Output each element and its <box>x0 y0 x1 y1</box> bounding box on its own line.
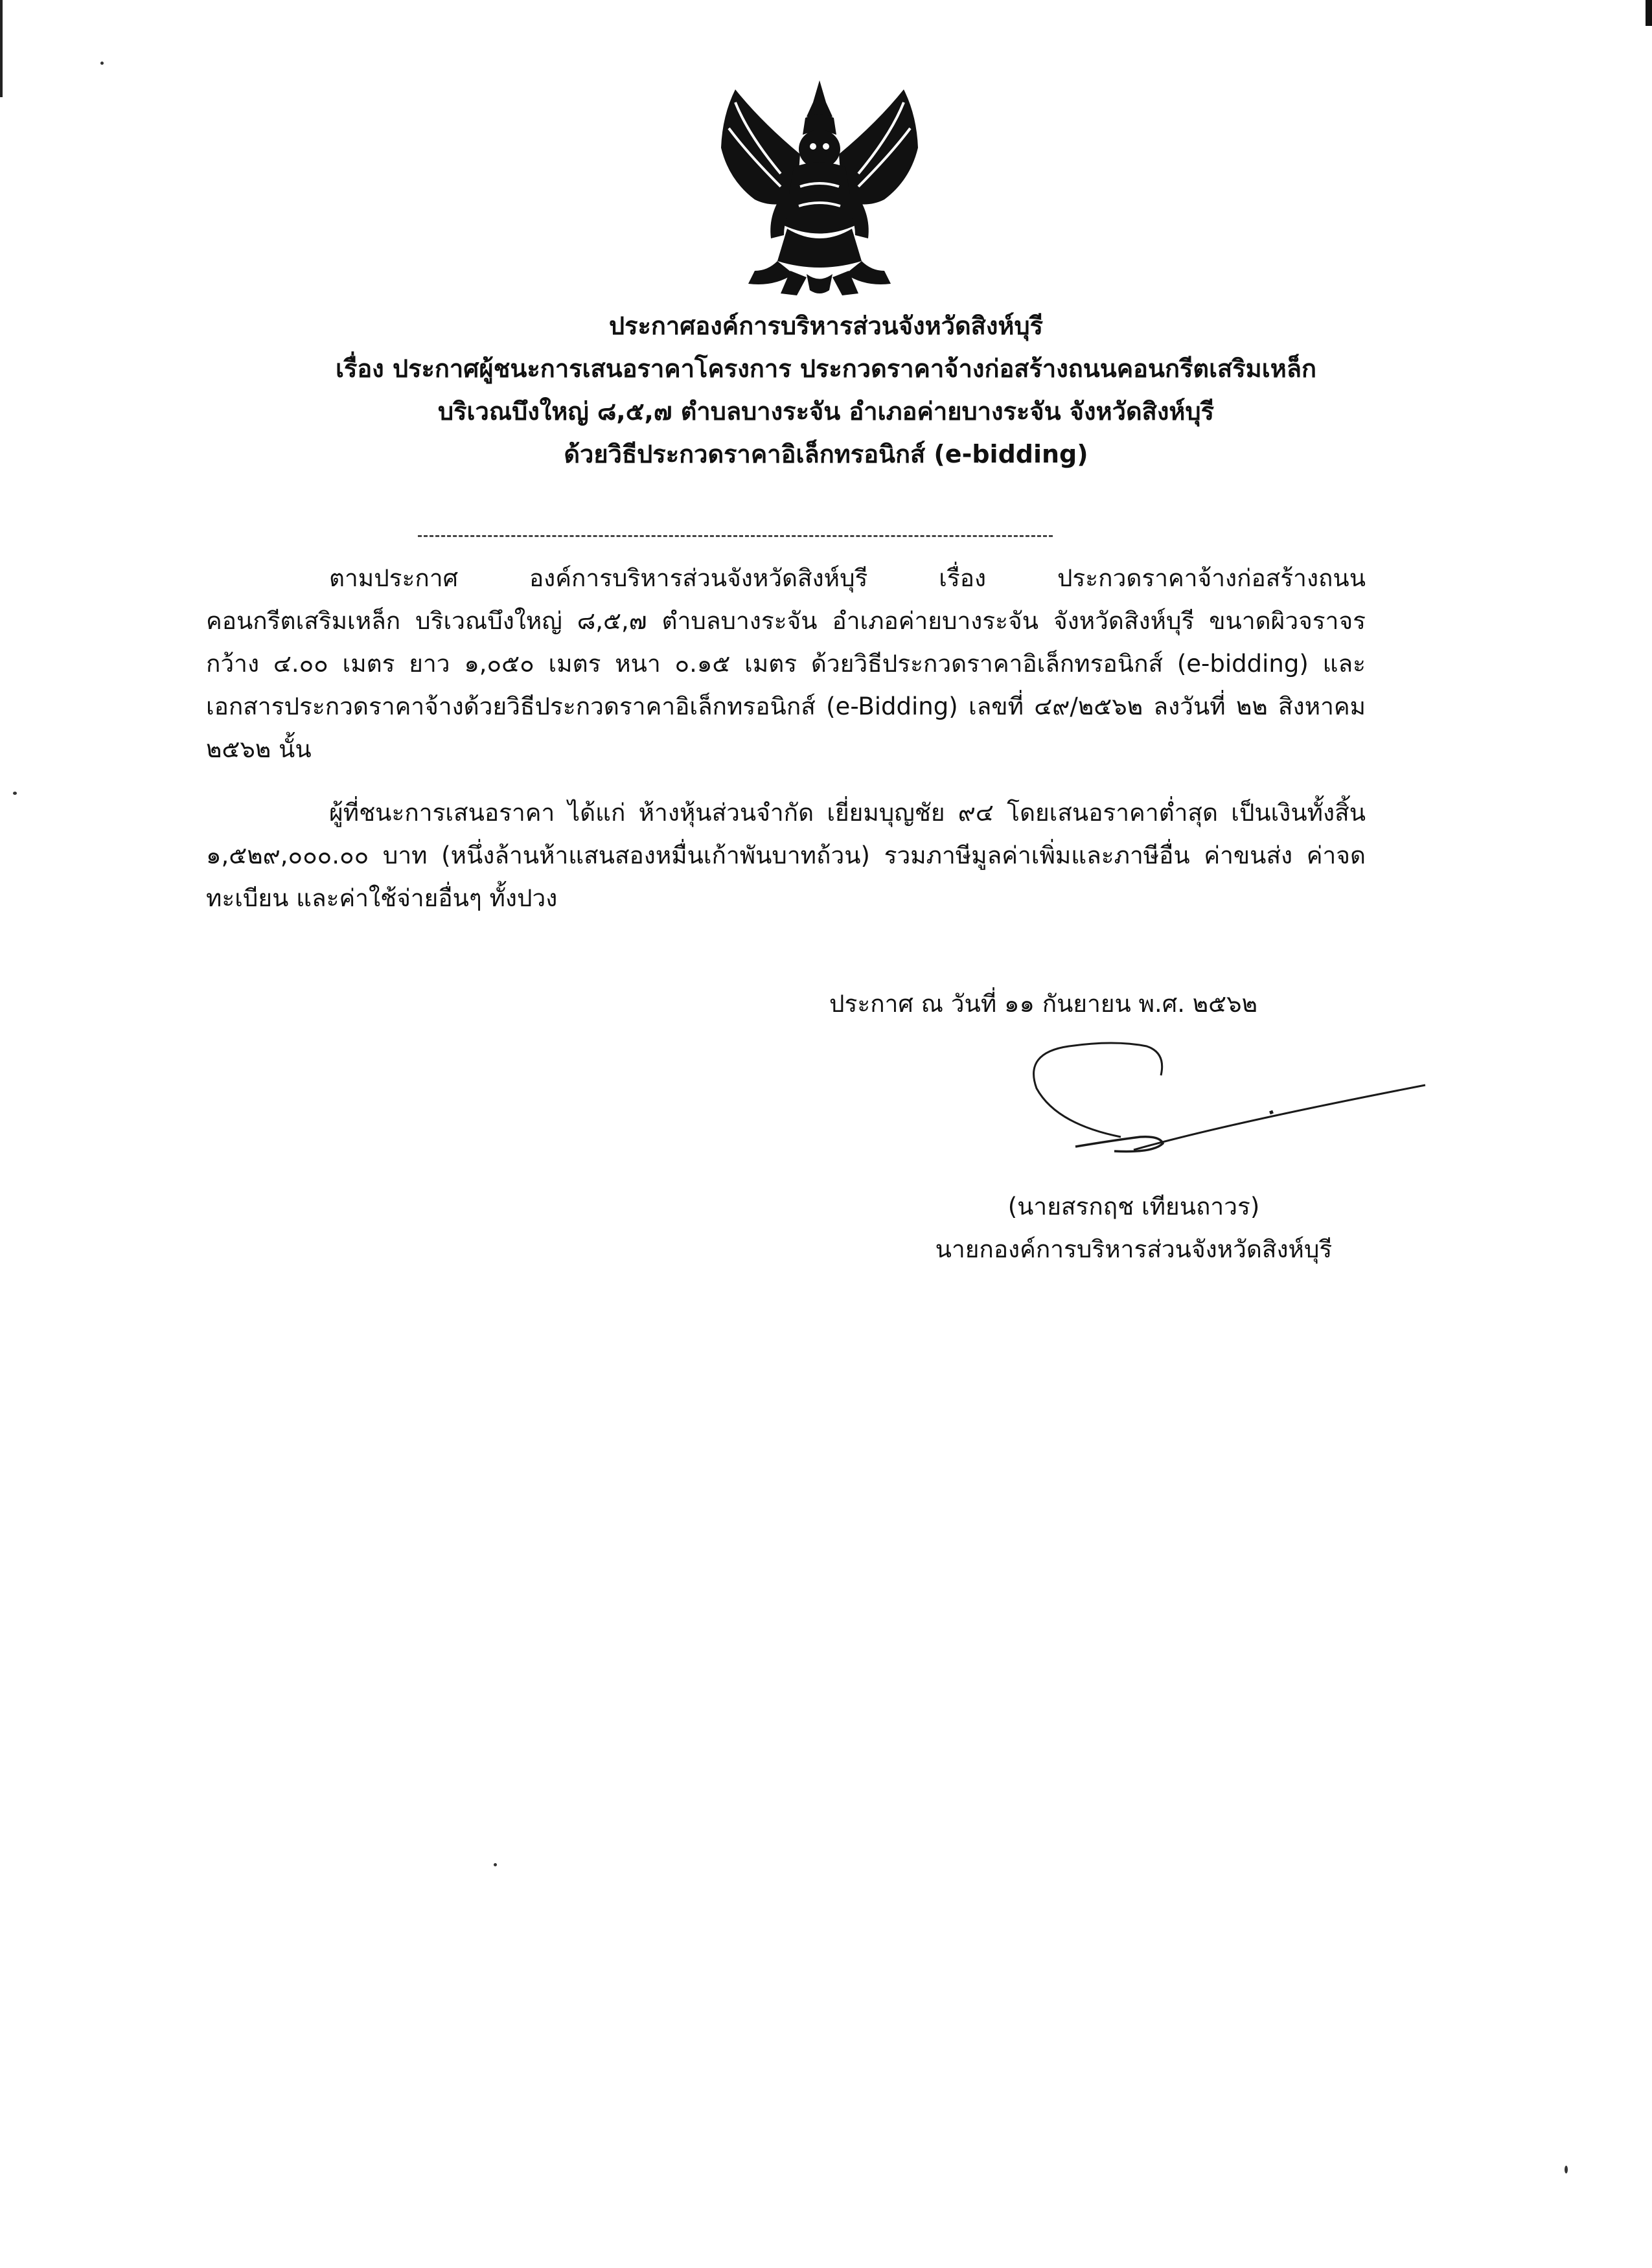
scan-edge-mark <box>0 0 3 97</box>
header-subject: เรื่อง ประกาศผู้ชนะการเสนอราคาโครงการ ประกวดราคาจ้างก่อสร้างถนนคอนกรีตเสริมเหล็ก <box>335 354 1317 383</box>
handwritten-signature <box>1011 1027 1438 1163</box>
body-paragraph-2: ผู้ที่ชนะการเสนอราคา ได้แก่ ห้างหุ้นส่วนจำกัด เยี่ยมบุญชัย ๙๔ โดยเสนอราคาต่ำสุด เป็นเงินทั้งสิ้น ๑,๕๒๙,๐๐๐.๐๐ บาท (หนึ่งล้านห้าแสนสองหมื่นเก้าพันบาทถ้วน) รวมภาษีมูลค่าเพิ่มและภาษีอื่น ค่าขนส่ง ค่าจดทะเบียน และค่าใช้จ่ายอื่นๆ ทั้งปวง <box>206 799 1366 912</box>
scan-speck <box>100 62 104 65</box>
scan-speck <box>13 792 17 795</box>
header-method: ด้วยวิธีประกวดราคาอิเล็กทรอนิกส์ (e-bidding) <box>564 440 1088 468</box>
scan-speck <box>494 1863 497 1866</box>
announcement-date: ประกาศ ณ วันที่ ๑๑ กันยายน พ.ศ. ๒๕๖๒ <box>829 990 1258 1018</box>
header-location: บริเวณบึงใหญ่ ๘,๕,๗ ตำบลบางระจัน อำเภอค่ายบางระจัน จังหวัดสิงห์บุรี <box>437 397 1215 426</box>
signer-position: นายกองค์การบริหารส่วนจังหวัดสิงห์บุรี <box>935 1235 1333 1263</box>
announcement-body <box>206 557 1366 920</box>
body-paragraph-1: ตามประกาศ องค์การบริหารส่วนจังหวัดสิงห์บุรี เรื่อง ประกวดราคาจ้างก่อสร้างถนนคอนกรีตเสริมเหล็ก บริเวณบึงใหญ่ ๘,๕,๗ ตำบลบางระจัน อำเภอค่ายบางระจัน จังหวัดสิงห์บุรี ขนาดผิวจราจรกว้าง ๔.๐๐ เมตร ยาว ๑,๐๕๐ เมตร หนา ๐.๑๕ เมตร ด้วยวิธีประกวดราคาอิเล็กทรอนิกส์ (e-bidding) และเอกสารประกวดราคาจ้างด้วยวิธีประกวดราคาอิเล็กทรอนิกส์ (e-Bidding) เลขที่ ๔๙/๒๕๖๒ ลงวันที่ ๒๒ สิงหาคม ๒๕๖๒ นั้น <box>206 564 1366 763</box>
signer-name: (นายสรกฤช เทียนถาวร) <box>1007 1193 1260 1220</box>
scan-corner-mark <box>1646 0 1652 26</box>
scan-speck <box>1565 2166 1568 2173</box>
announcement-header <box>0 304 1652 475</box>
header-divider <box>418 535 1053 537</box>
signer-block <box>862 1186 1406 1271</box>
header-title: ประกาศองค์การบริหารส่วนจังหวัดสิงห์บุรี <box>608 312 1043 340</box>
garuda-emblem <box>709 76 930 300</box>
